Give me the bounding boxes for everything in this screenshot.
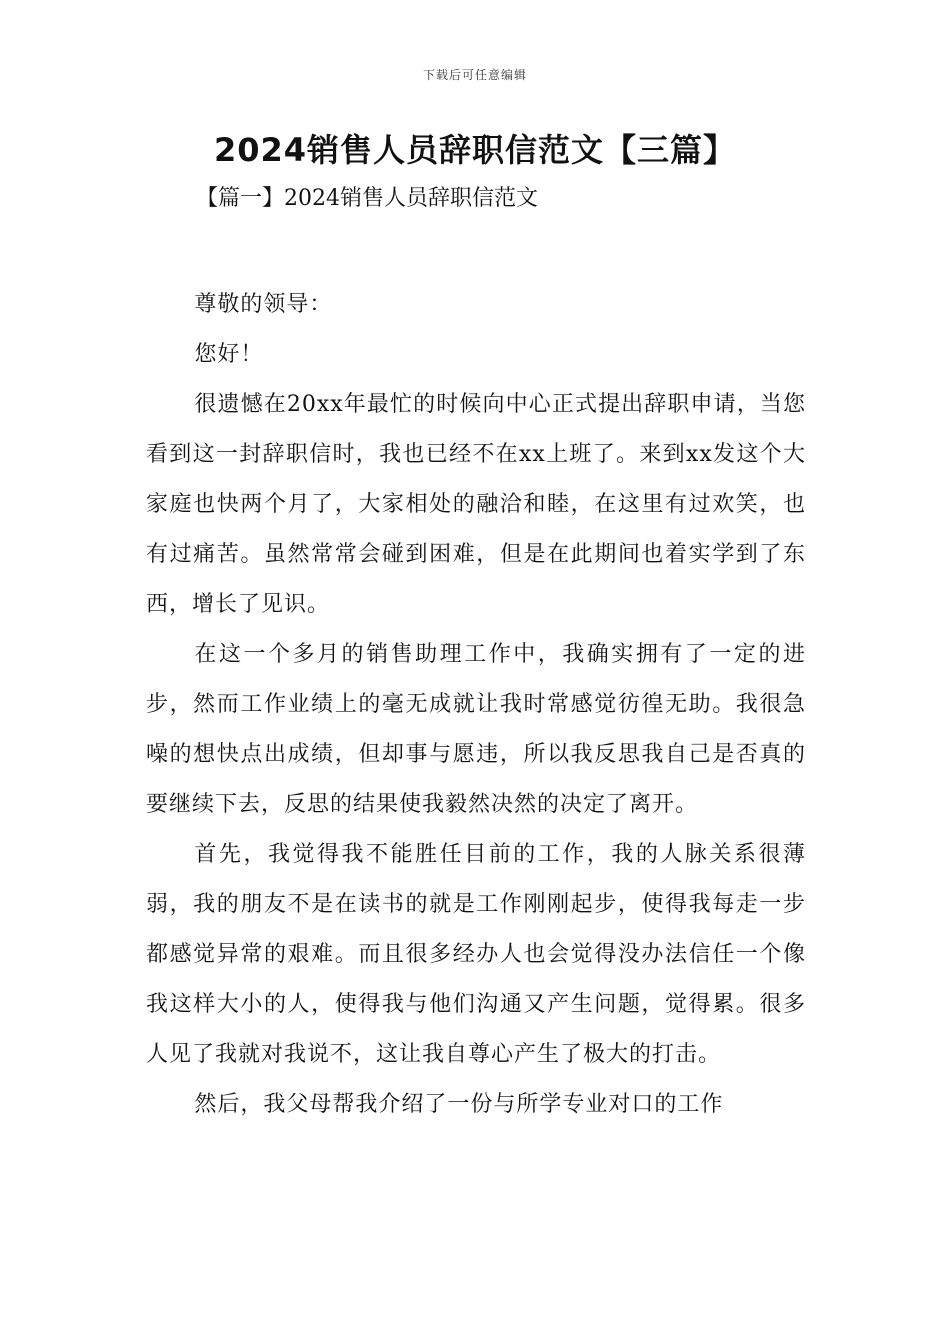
header-note: 下载后可任意编辑 — [422, 68, 527, 82]
paragraph-2: 在这一个多月的销售助理工作中，我确实拥有了一定的进步，然而工作业绩上的毫无成就让我时常感觉彷徨无助。我很急噪的想快点出成绩，但却事与愿违，所以我反思我自己是否真的要继续下去，反思的结果使我毅然决然的决定了离开。 — [146, 642, 806, 817]
greeting: 您好！ — [194, 342, 264, 367]
section-subtitle: 【篇一】2024销售人员辞职信范文 — [196, 186, 538, 211]
paragraph-1: 很遗憾在20xx年最忙的时候向中心正式提出辞职申请，当您看到这一封辞职信时，我也已经不在xx上班了。来到xx发这个大家庭也快两个月了，大家相处的融洽和睦，在这里有过欢笑，也有过痛苦。虽然常常会碰到困难，但是在此期间也着实学到了东西，增长了见识。 — [146, 392, 806, 617]
letter-body — [146, 280, 806, 1130]
salutation: 尊敬的领导： — [194, 292, 333, 317]
paragraph-3: 首先，我觉得我不能胜任目前的工作，我的人脉关系很薄弱，我的朋友不是在读书的就是工作刚刚起步，使得我每走一步都感觉异常的艰难。而且很多经办人也会觉得没办法信任一个像我这样大小的人，使得我与他们沟通又产生问题，觉得累。很多人见了我就对我说不，这让我自尊心产生了极大的打击。 — [146, 842, 806, 1067]
document-title: 2024销售人员辞职信范文【三篇】 — [213, 131, 737, 169]
paragraph-4: 然后，我父母帮我介绍了一份与所学专业对口的工作 — [194, 1092, 724, 1117]
